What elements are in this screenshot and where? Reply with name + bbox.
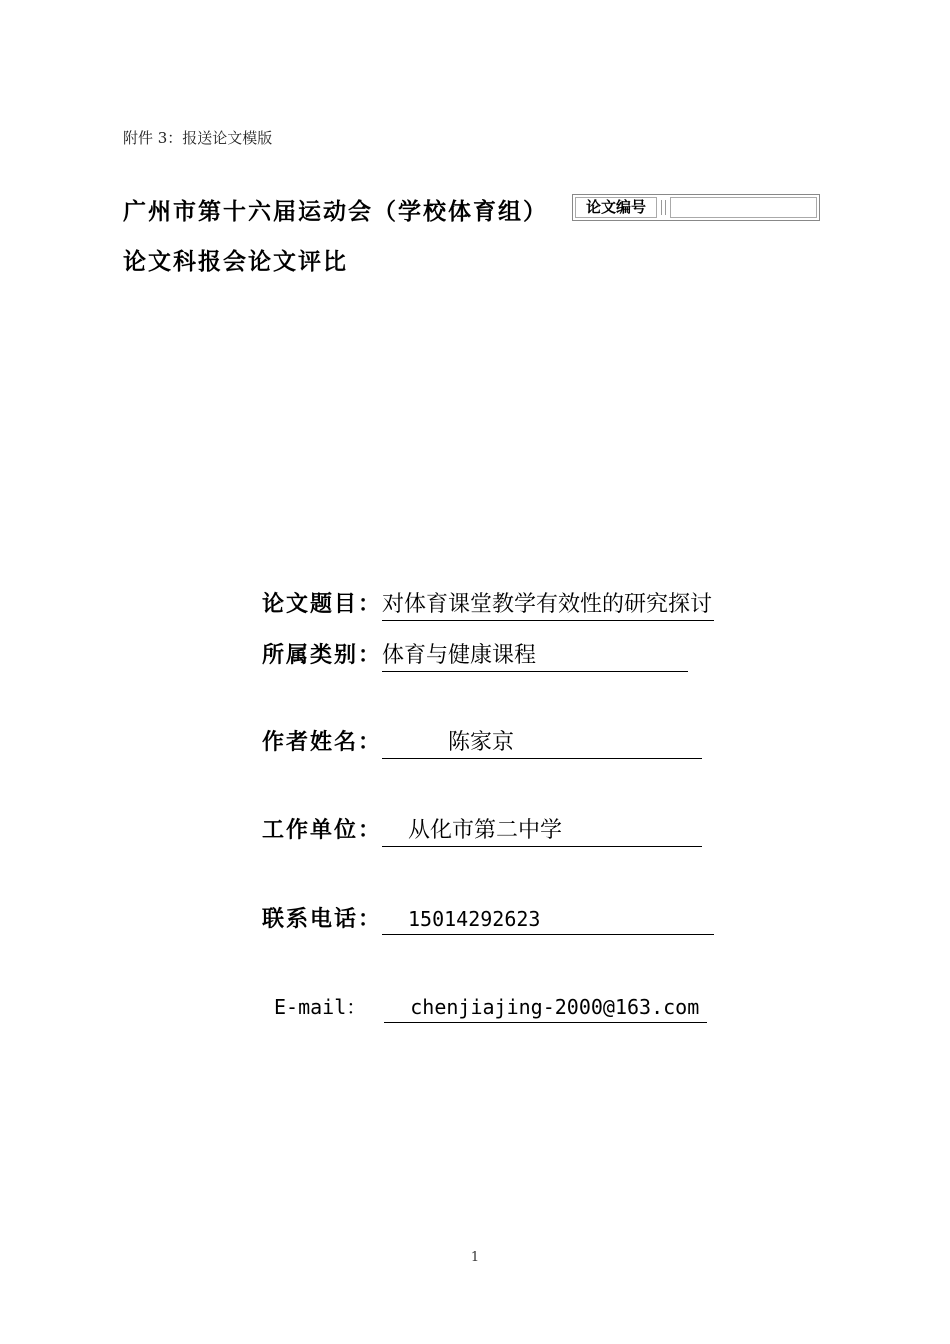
field-phone-value: 15014292623 [382,904,714,935]
paper-number-field [670,197,817,218]
page-number: 1 [470,1250,480,1265]
attachment-note: 附件 3：报送论文模版 [123,129,273,147]
field-author [262,728,702,759]
field-category-label: 所属类别： [262,643,383,668]
field-author-value: 陈家京 [382,728,702,759]
field-title-label: 论文题目： [262,592,383,617]
field-workplace-label: 工作单位： [262,818,383,843]
field-title [262,590,714,621]
field-title-value: 对体育课堂教学有效性的研究探讨 [382,590,714,621]
competition-title: 广州市第十六届运动会（学校体育组） [123,198,548,225]
field-category [262,641,688,672]
paper-number-divider [661,200,666,215]
field-workplace [262,816,702,847]
field-category-value: 体育与健康课程 [382,641,688,672]
competition-subtitle: 论文科报会论文评比 [123,248,348,275]
field-email-label: E-mail： [274,995,367,1019]
paper-number-box [572,194,820,221]
field-author-label: 作者姓名： [262,730,383,755]
paper-number-label: 论文编号 [575,197,657,218]
field-email-value: chenjiajing-2000@163.com [384,992,707,1023]
field-phone-label: 联系电话： [262,907,383,932]
field-email [274,992,707,1023]
field-phone [262,904,714,935]
field-workplace-value: 从化市第二中学 [382,816,702,847]
